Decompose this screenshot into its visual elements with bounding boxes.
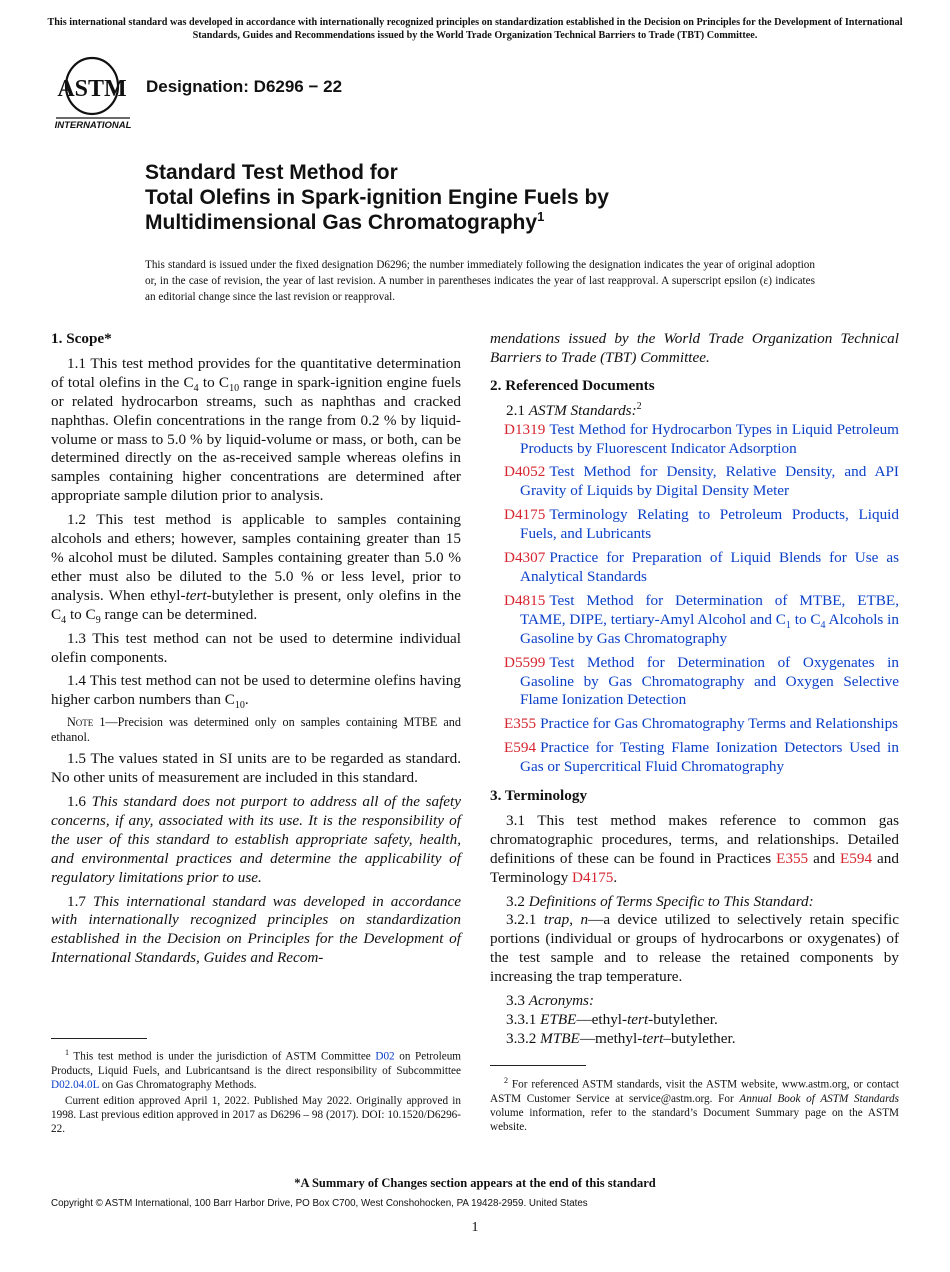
- reference-entry-d4307: [490, 549, 899, 587]
- paragraph-1-3: 1.3 This test method can not be used to determine individual olefin components.: [51, 629, 461, 666]
- reference-code[interactable]: D4815: [504, 591, 546, 609]
- section-heading-terminology: 3. Terminology: [490, 787, 588, 805]
- top-notice: This international standard was developed in accordance with internationally recognized principles on standardization established in the Decision on Principles for the Development of International Standards, Guides and Recommendations issued by the World Trade Organization Technical Barriers to Trade (TBT) Committee.: [47, 17, 903, 41]
- reference-entry-d4052: [490, 463, 899, 501]
- astm-logo: [50, 56, 136, 132]
- reference-code[interactable]: D1319: [504, 420, 546, 438]
- footnote-1-edition: Current edition approved April 1, 2022. Published May 2022. Originally approved in 1998. Last previous edition approved in 2017 as D6296 – 98 (2017). DOI: 10.1520/D6296-22.: [51, 1094, 461, 1135]
- link-d02[interactable]: D02: [375, 1050, 395, 1063]
- reference-title[interactable]: Test Method for Density, Relative Density, and API Gravity of Liquids by Digital Density Meter: [520, 463, 899, 500]
- title-line-1: Standard Test Method for: [145, 161, 398, 184]
- reference-entry-d1319: [490, 421, 899, 459]
- reference-entry-d5599: [490, 654, 899, 711]
- paragraph-1-6: 1.6 This standard does not purport to address all of the safety concerns, if any, associated with its use. It is the responsibility of the user of this standard to establish appropriate safety, health, and environmental practices and determine the applicability of regulatory limitations prior to use.: [51, 793, 462, 886]
- reference-entry-d4175: [490, 506, 899, 544]
- link-d02-04-0l[interactable]: D02.04.0L: [51, 1078, 100, 1091]
- footnote-rule-left: [51, 1038, 147, 1039]
- paragraph-1-7-continued: mendations issued by the World Trade Organization Technical Barriers to Trade (TBT) Committee.: [490, 330, 899, 366]
- title-line-3: Multidimensional Gas Chromatography: [145, 211, 538, 234]
- reference-title[interactable]: Terminology Relating to Petroleum Products, Liquid Fuels, and Lubricants: [520, 506, 899, 543]
- footnote-1-jurisdiction: $^1$ This test method is under the jurisdiction of ASTM Committee D02 on Petroleum Products, Liquid Fuels, and Lubricantsand is the direct responsibility of Subcommittee D02.04.0L on Gas Chromatography Methods.: [51, 1048, 461, 1091]
- paragraph-3-1: 3.1 This test method makes reference to common gas chromatographic procedures, terms, and relationships. Detailed definitions of these can be found in Practices E355 and E594 and Terminology D4175.: [490, 811, 899, 886]
- section-heading-scope: 1. Scope*: [51, 330, 112, 347]
- issuance-statement: This standard is issued under the fixed designation D6296; the number immediately following the designation indicates the year of original adoption or, in the case of revision, the year of last revision. A number in parentheses indicates the year of last reapproval. A superscript epsilon (ε) indicates an editorial change since the last revision or reapproval.: [145, 259, 815, 303]
- link-d4175[interactable]: D4175: [572, 868, 614, 886]
- paragraph-3-3-2: 3.3.2 MTBE—methyl-tert–butylether.: [506, 1029, 736, 1047]
- logo-letters: ASTM: [57, 76, 127, 102]
- logo-subtext: INTERNATIONAL: [54, 120, 132, 131]
- left-column: [51, 330, 461, 973]
- paragraph-1-1: 1.1 This test method provides for the quantitative determination of total olefins in the $C_4$ to $C_{10}$ range in spark-ignition engine fuels or related hydrocarbon streams, such as naphthas and cracked naphthas. Olefin concentrations in the range from 0.2 % by liquid-volume or mass to 5.0 % by liquid-volume or mass, or both, can be determined directly on the as-received sample whereas olefins in samples containing higher concentrations are determined after appropriate sample dilution prior to analysis.: [51, 354, 461, 505]
- paragraph-3-3-1: 3.3.1 ETBE—ethyl-tert-butylether.: [506, 1011, 718, 1028]
- paragraph-3-3: 3.3 Acronyms:: [506, 992, 595, 1010]
- reference-title[interactable]: Practice for Gas Chromatography Terms and Relationships: [540, 715, 899, 733]
- paragraph-1-7: 1.7 This international standard was developed in accordance with internationally recognized principles on standardization established in the Decision on Principles for the Development of International Standards, Guides and Recom-: [51, 892, 462, 967]
- reference-entry-e355: [490, 715, 899, 734]
- paragraph-3-2-1: 3.2.1 trap, n—a device utilized to selectively retain specific portions (individual or groups of hydrocarbons or oxygenates) of the test sample and to release the retained components by increasing the trap temperature.: [490, 911, 899, 986]
- reference-title[interactable]: 1: [785, 619, 791, 631]
- reference-code[interactable]: E355: [504, 715, 537, 733]
- reference-code[interactable]: E594: [504, 739, 537, 757]
- designation: Designation: D6296 − 22: [146, 77, 343, 96]
- reference-title[interactable]: Alcohols in Gasoline by Gas Chromatography: [520, 610, 899, 647]
- paragraph-1-4: 1.4 This test method can not be used to determine olefins having higher carbon numbers than $C_{10}$.: [51, 672, 461, 712]
- copyright-line: Copyright © ASTM International, 100 Barr Harbor Drive, PO Box C700, West Conshohocken, PA 19428-2959. United States: [51, 1198, 588, 1209]
- title-line-2: Total Olefins in Spark-ignition Engine Fuels by: [145, 186, 609, 209]
- paragraph-1-5: 1.5 The values stated in SI units are to be regarded as standard. No other units of measurement are included in this standard.: [51, 750, 461, 787]
- reference-code[interactable]: D5599: [504, 653, 546, 671]
- astm-standards-subheading: 2.1 ASTM Standards:$^2$: [506, 400, 642, 419]
- reference-title[interactable]: Test Method for Hydrocarbon Types in Liquid Petroleum Products by Fluorescent Indicator Adsorption: [520, 420, 899, 457]
- reference-code[interactable]: D4052: [504, 463, 546, 481]
- section-heading-referenced-documents: 2. Referenced Documents: [490, 376, 655, 394]
- paragraph-3-2: 3.2 Definitions of Terms Specific to This Standard:: [506, 892, 814, 910]
- reference-title[interactable]: Practice for Preparation of Liquid Blends for Use as Analytical Standards: [520, 549, 899, 585]
- reference-title[interactable]: to C: [790, 610, 821, 628]
- link-e355[interactable]: E355: [776, 849, 809, 867]
- reference-title[interactable]: Test Method for Determination of Oxygenates in Gasoline by Gas Chromatography and Oxygen Selective Flame Ionization Detection: [520, 653, 899, 709]
- reference-entry-d4815: [490, 592, 899, 649]
- summary-of-changes-note: *A Summary of Changes section appears at the end of this standard: [294, 1176, 656, 1190]
- right-column: [490, 330, 899, 1054]
- note-1: Note 1—Precision was determined only on samples containing MTBE and ethanol.: [51, 715, 461, 745]
- title-footnote-mark: 1: [537, 209, 545, 224]
- reference-entry-e594: [490, 739, 899, 777]
- reference-title[interactable]: Practice for Testing Flame Ionization Detectors Used in Gas or Supercritical Fluid Chromatography: [520, 739, 899, 776]
- reference-title[interactable]: 4: [820, 619, 826, 631]
- referenced-documents-list: [490, 421, 899, 777]
- footnote-1: [51, 1046, 461, 1138]
- document-title: [145, 160, 845, 235]
- footnote-2: $^2$ For referenced ASTM standards, visit the ASTM website, www.astm.org, or contact ASTM Customer Service at service@astm.org. For Annual Book of ASTM Standards volume information, refer to the standard’s Document Summary page on the ASTM website.: [490, 1076, 899, 1133]
- footnote-rule-right: [490, 1065, 586, 1066]
- reference-title[interactable]: Test Method for Determination of MTBE, ETBE, TAME, DIPE, tertiary-Amyl Alcohol and C: [520, 591, 899, 628]
- link-e594[interactable]: E594: [840, 849, 873, 867]
- reference-code[interactable]: D4175: [504, 506, 546, 524]
- paragraph-1-2: 1.2 This test method is applicable to samples containing alcohols and ethers; however, samples containing greater than 15 % alcohol must be diluted. Samples containing greater than 5.0 % ether must also be diluted to the 5.0 % or less level, prior to analysis. When ethyl-tert-butylether is present, only olefins in the $C_4$ to $C_9$ range can be determined.: [51, 511, 462, 626]
- reference-code[interactable]: D4307: [504, 549, 546, 567]
- page-number: 1: [471, 1220, 479, 1235]
